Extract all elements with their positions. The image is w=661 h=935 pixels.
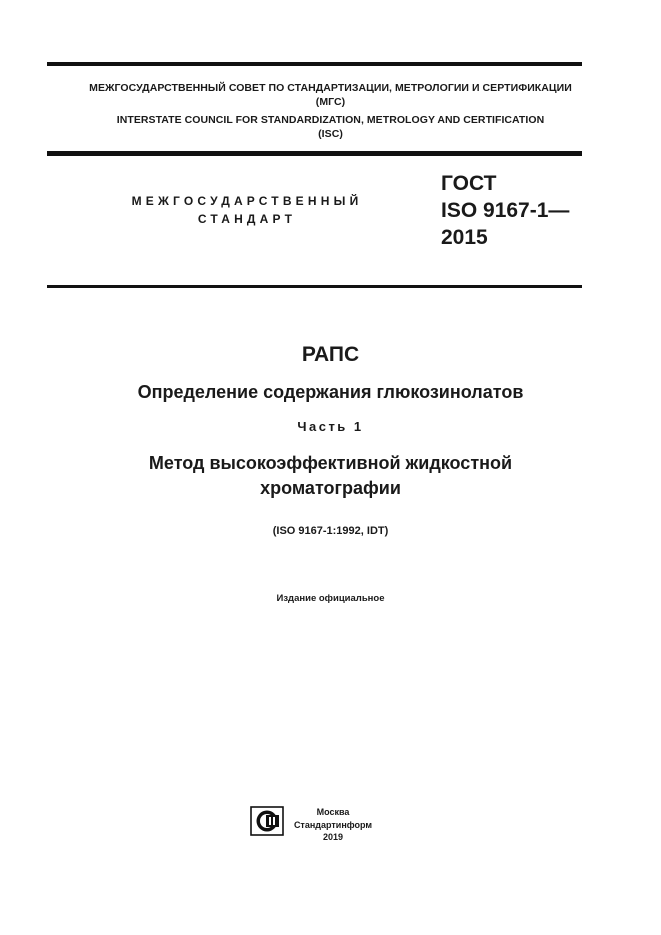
publisher-year: 2019	[322, 832, 344, 842]
standartinform-logo-icon	[250, 806, 284, 836]
header-rule	[47, 151, 582, 156]
publisher-name: Стандартинформ	[293, 819, 373, 830]
publisher-city: Москва	[316, 807, 350, 817]
standard-type-line2: СТАНДАРТ	[197, 212, 297, 226]
council-name-en: INTERSTATE COUNCIL FOR STANDARDIZATION, METROLOGY AND CERTIFICATION	[116, 114, 545, 126]
gost-number: ISO 9167-1—	[441, 199, 570, 222]
document-title: РАПС	[301, 343, 360, 366]
council-abbr-ru: (МГС)	[315, 96, 346, 108]
iso-reference: (ISO 9167-1:1992, IDT)	[272, 525, 389, 537]
gost-year: 2015	[441, 226, 488, 249]
part-title-line2: хроматографии	[260, 478, 401, 498]
publisher-block	[288, 806, 378, 844]
part-number: Часть 1	[297, 419, 364, 434]
council-abbr-en: (ISC)	[318, 128, 343, 140]
council-name-ru: МЕЖГОСУДАРСТВЕННЫЙ СОВЕТ ПО СТАНДАРТИЗАЦИИ, МЕТРОЛОГИИ И СЕРТИФИКАЦИИ	[89, 82, 572, 94]
part-title-line1: Метод высокоэффективной жидкостной	[148, 453, 513, 473]
standard-type-line1: МЕЖГОСУДАРСТВЕННЫЙ	[131, 194, 363, 208]
top-rule	[47, 62, 582, 66]
designation-rule	[47, 285, 582, 288]
gost-label: ГОСТ	[441, 172, 497, 195]
document-subtitle: Определение содержания глюкозинолатов	[137, 382, 524, 402]
edition-label: Издание официальное	[276, 593, 385, 604]
